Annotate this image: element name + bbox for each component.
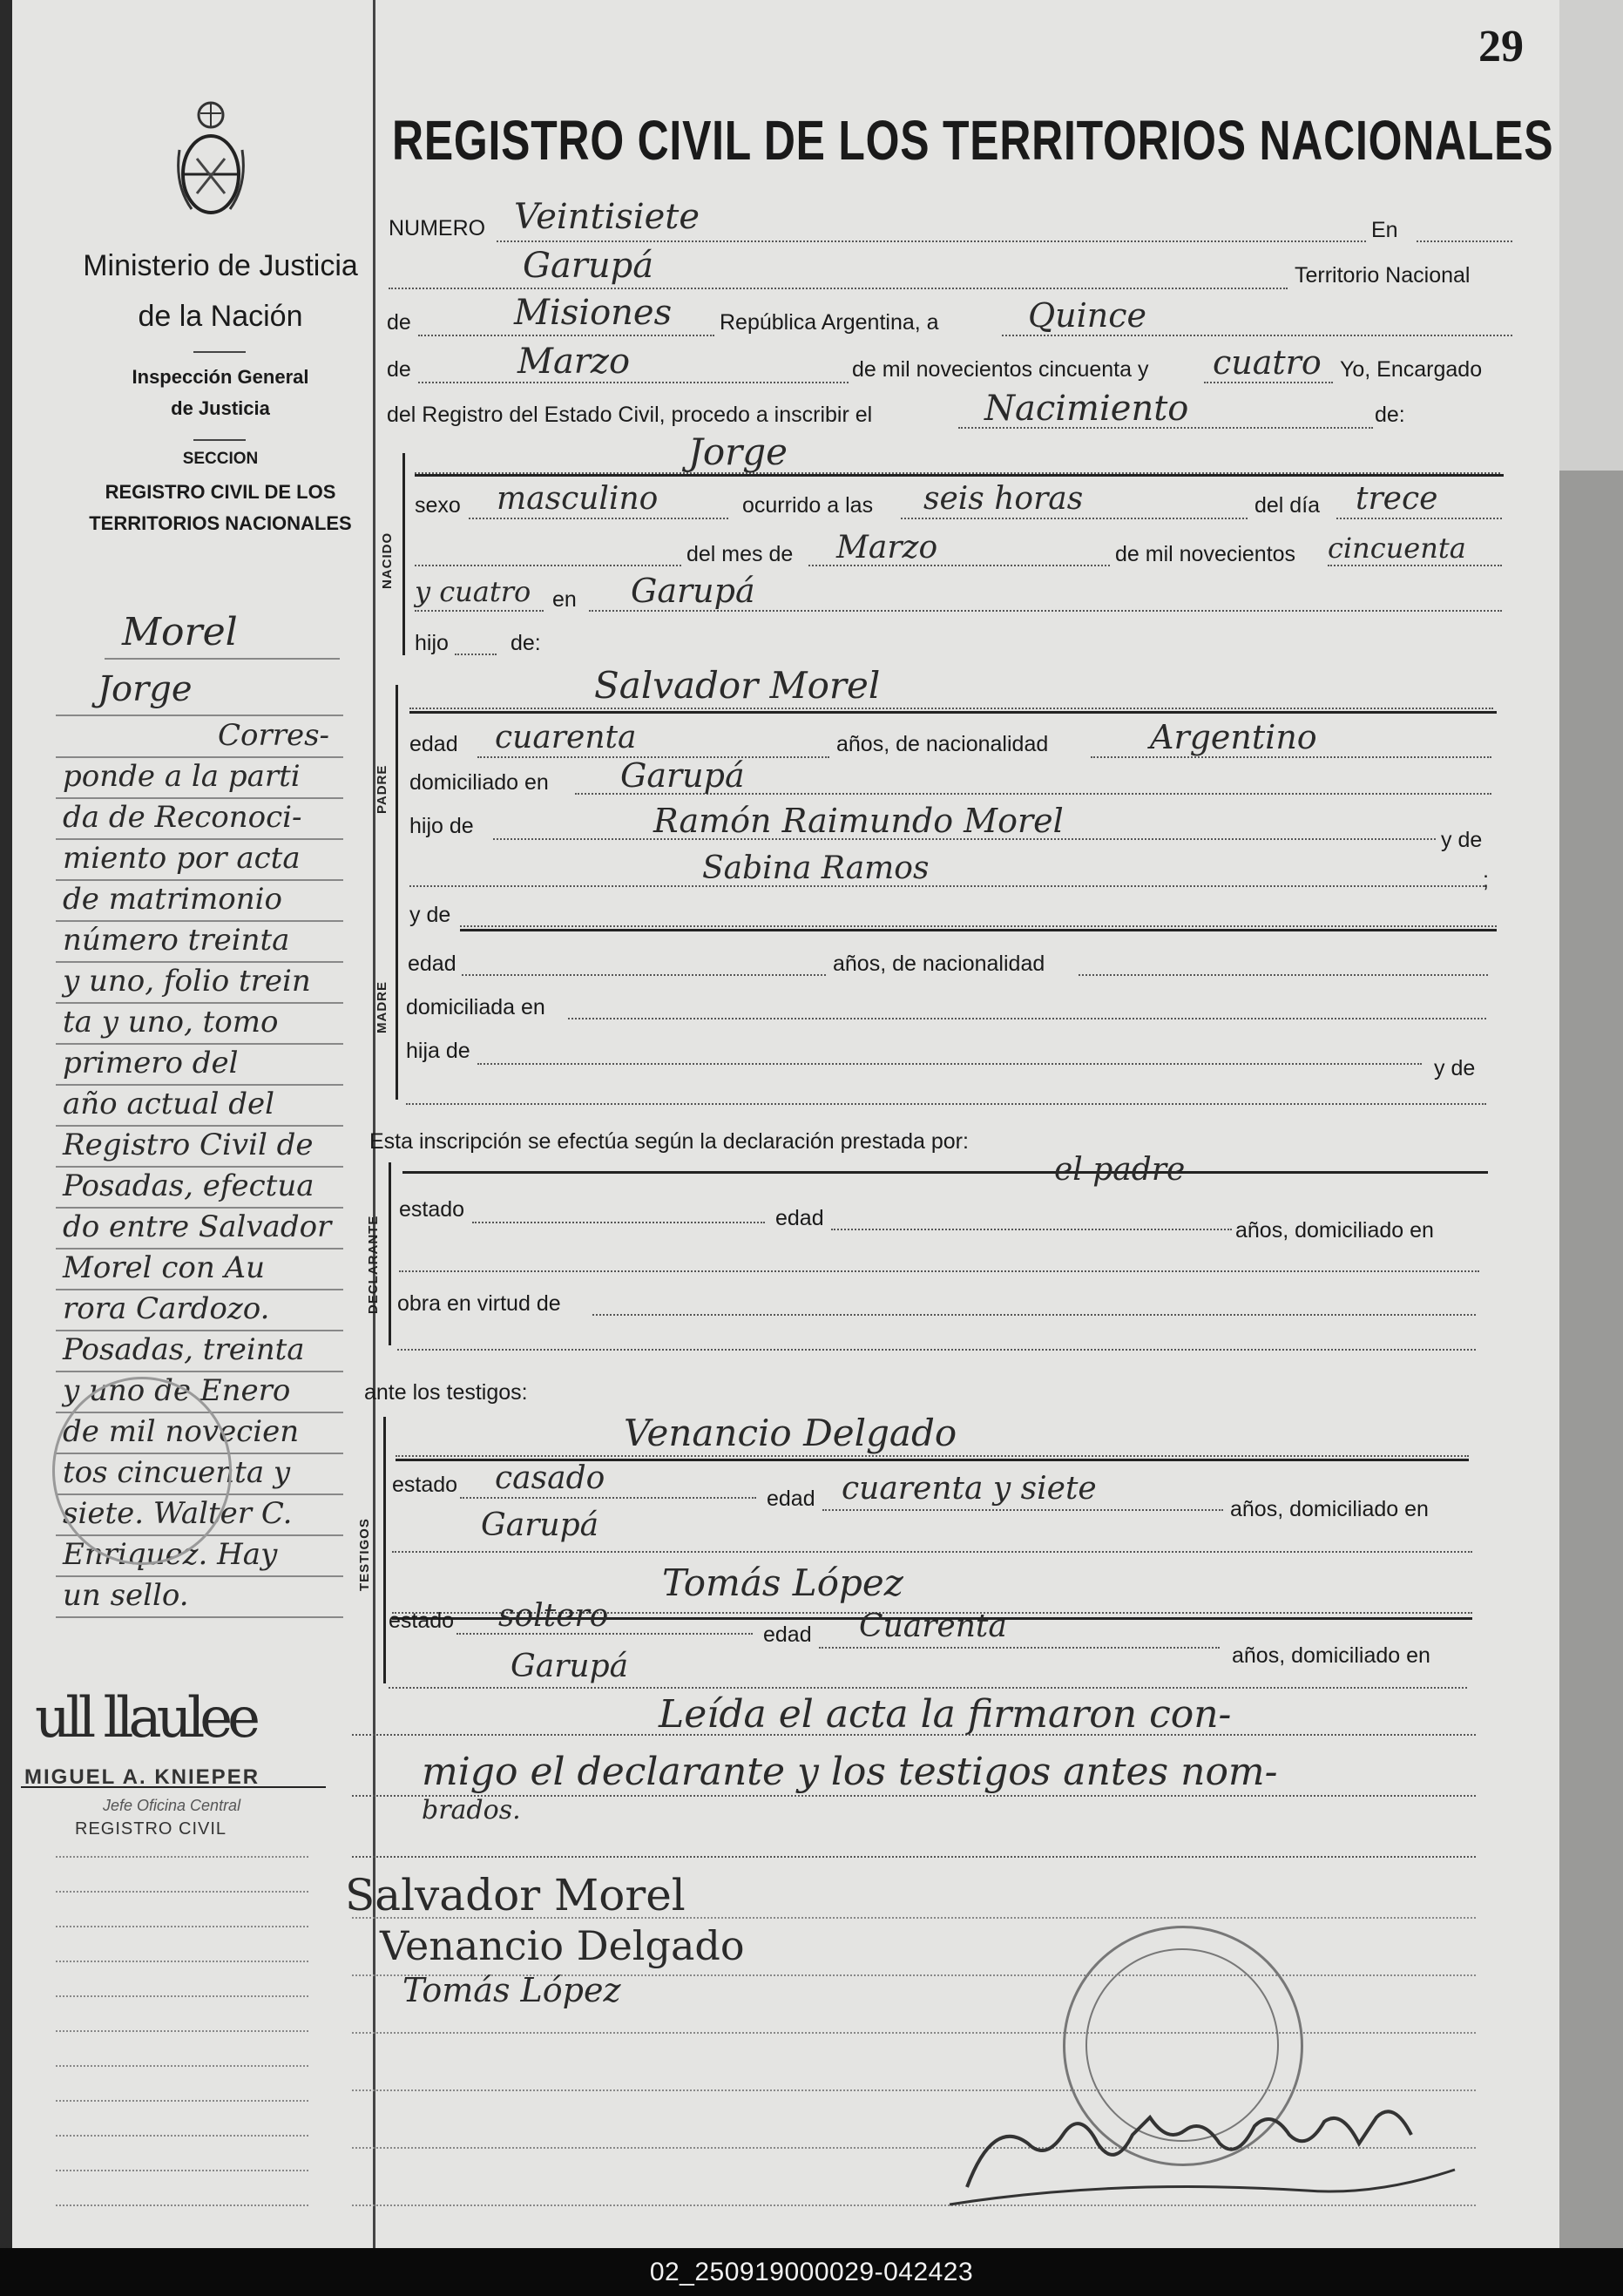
- hijo-field-line: [455, 654, 497, 655]
- padre-name-line: [409, 708, 1493, 709]
- margin-blank-rule: [56, 1856, 308, 1858]
- coat-of-arms-emblem: [174, 98, 247, 220]
- madre-domicilio-line: [568, 1018, 1486, 1019]
- declarante-estado-label: estado: [399, 1197, 465, 1222]
- margin-blank-rule: [56, 2135, 308, 2137]
- anio-value-1: cincuenta: [1328, 532, 1466, 565]
- place-field-line: [389, 288, 1288, 289]
- margin-note-rule: [56, 1166, 343, 1168]
- madre-hija-label: hija de: [406, 1039, 470, 1063]
- signature-3: Tomás López: [402, 1971, 621, 2009]
- margin-note-rule: [56, 1207, 343, 1209]
- dia-label: del día: [1254, 493, 1321, 518]
- nacido-bracket: [402, 453, 405, 655]
- margin-note-line: rora Cardozo.: [63, 1291, 270, 1326]
- margin-blank-rule: [56, 2205, 308, 2206]
- madre-name-line: [460, 925, 1497, 927]
- de3-label: de:: [1375, 403, 1405, 427]
- nacido-section-label: NACIDO: [380, 532, 395, 589]
- territorio-label: Territorio Nacional: [1295, 263, 1471, 288]
- numero-value: Veintisiete: [514, 197, 700, 237]
- margin-note-rule: [56, 1084, 343, 1086]
- lugar-field-line: [589, 610, 1502, 612]
- mil-nacido-label: de mil novecientos: [1115, 542, 1296, 566]
- anio-value-2: y cuatro: [415, 575, 531, 608]
- margin-note-rule: [56, 961, 343, 963]
- dia-value: trece: [1356, 481, 1438, 517]
- registro-label: del Registro del Estado Civil, procedo a inscribir el: [387, 403, 873, 427]
- padre-madre-line: [409, 885, 1484, 887]
- form-title: REGISTRO CIVIL DE LOS TERRITORIOS NACIONALES: [392, 109, 1554, 172]
- madre-edad-line: [462, 974, 826, 976]
- year-value: cuatro: [1213, 343, 1322, 382]
- page-number: 29: [1478, 22, 1524, 71]
- stamp-office: REGISTRO CIVIL: [75, 1819, 227, 1839]
- margin-note-rule: [56, 1616, 343, 1618]
- margin-note-line: de mil novecien: [63, 1414, 300, 1449]
- madre-yde-label: y de: [409, 903, 451, 927]
- t2-name: Tomás López: [662, 1561, 903, 1604]
- madre-nacionalidad-label: años, de nacionalidad: [833, 952, 1045, 976]
- main-blank-rule: [352, 2032, 1476, 2034]
- declarante-bracket: [389, 1162, 391, 1345]
- hora-field-line: [901, 518, 1248, 519]
- en-nacido-label: en: [552, 587, 577, 612]
- margin-note-line: año actual del: [63, 1087, 275, 1121]
- margin-blank-rule: [56, 2065, 308, 2067]
- margin-note-line: Corres-: [218, 718, 330, 753]
- margin-note-line: da de Reconoci-: [63, 800, 302, 835]
- padre-madre-value: Sabina Ramos: [702, 850, 930, 886]
- t1-estado-value: casado: [495, 1460, 605, 1496]
- margin-note-line: siete. Walter C.: [63, 1496, 293, 1531]
- year-field-line: [1204, 382, 1333, 383]
- page-edge-shadow: [1559, 471, 1623, 2248]
- padre-semicolon: ;: [1483, 868, 1489, 892]
- margin-blank-rule: [56, 2030, 308, 2032]
- t1-name: Venancio Delgado: [624, 1412, 957, 1454]
- hijo-label: hijo: [415, 631, 449, 655]
- declarante-section-label: DECLARANTE: [366, 1215, 381, 1314]
- madre-yde2-label: y de: [1434, 1056, 1476, 1080]
- t2-edad-value: Cuarenta: [859, 1609, 1007, 1644]
- padre-rule: [409, 711, 1497, 714]
- margin-note-line: tos cincuenta y: [63, 1455, 291, 1490]
- madre-hija-line: [477, 1063, 1422, 1065]
- padre-hijo-label: hijo de: [409, 814, 474, 838]
- padre-section-label: PADRE: [375, 764, 389, 814]
- sexo-field-line: [469, 518, 728, 519]
- margin-note-rule: [56, 1043, 343, 1045]
- closing-text-2: migo el declarante y los testigos antes nom-: [422, 1750, 1278, 1794]
- closing-text-1: Leída el acta la firmaron con-: [659, 1692, 1232, 1737]
- margin-note-line: ta y uno, tomo: [63, 1005, 279, 1040]
- declarante-obra-line: [592, 1314, 1476, 1316]
- t1-estado-label: estado: [392, 1473, 458, 1497]
- section-line-2: TERRITORIOS NACIONALES: [89, 512, 352, 534]
- t2-edad-label: edad: [763, 1622, 812, 1647]
- place-value: Garupá: [523, 246, 654, 286]
- margin-note-line: ponde a la parti: [63, 759, 301, 794]
- padre-nacionalidad-line: [1091, 756, 1491, 758]
- sidebar-seal: [52, 1377, 232, 1565]
- sidebar-rule-2: [193, 439, 246, 441]
- mes-value: Marzo: [836, 530, 938, 566]
- t1-edad-label: edad: [767, 1487, 815, 1511]
- declarante-rule: [402, 1171, 1488, 1174]
- yo-label: Yo, Encargado: [1340, 357, 1483, 382]
- mes-label: del mes de: [686, 542, 794, 566]
- padre-domicilio-label: domiciliado en: [409, 770, 549, 795]
- madre-rule: [460, 929, 1497, 931]
- margin-note-line: primero del: [63, 1046, 239, 1080]
- inspection-line-1: Inspección General: [132, 366, 309, 388]
- testigos-bracket: [383, 1417, 386, 1683]
- t1-edad-line: [822, 1509, 1223, 1511]
- margin-note-rule: [56, 1330, 343, 1331]
- declarante-value: el padre: [1054, 1152, 1186, 1188]
- t1-domicilio-label: años, domiciliado en: [1230, 1497, 1429, 1521]
- margin-note-line: Enriquez. Hay: [63, 1537, 278, 1572]
- margin-note-rule: [56, 1002, 343, 1004]
- margin-note-rule: [56, 1371, 343, 1372]
- month-field-line: [418, 382, 849, 383]
- margin-note-line: Morel con Au: [63, 1250, 266, 1285]
- act-value: Nacimiento: [984, 389, 1189, 429]
- territory-value: Misiones: [514, 293, 673, 333]
- margin-note-rule: [56, 756, 343, 758]
- t2-domicilio-line: [389, 1687, 1467, 1689]
- anio2-field-line: [415, 610, 544, 612]
- ocurrido-label: ocurrido a las: [742, 493, 874, 518]
- testigos-section-label: TESTIGOS: [357, 1518, 372, 1591]
- declaracion-label: Esta inscripción se efectúa según la declaración prestada por:: [369, 1129, 969, 1154]
- margin-note-line: un sello.: [63, 1578, 189, 1613]
- declarante-blank-line-2: [397, 1349, 1476, 1351]
- padre-name: Salvador Morel: [594, 664, 881, 707]
- stamp-rule: [21, 1786, 326, 1788]
- hijo-de-label: de:: [511, 631, 541, 655]
- margin-blank-rule: [56, 1961, 308, 1962]
- margin-surname: Morel: [122, 610, 238, 654]
- declarante-obra-label: obra en virtud de: [397, 1291, 561, 1316]
- margin-note-line: y uno, folio trein: [63, 964, 311, 999]
- numero-field-line: [497, 240, 1366, 242]
- margin-note-rule: [56, 1289, 343, 1290]
- territory-field-line: [418, 335, 714, 336]
- t2-estado-value: soltero: [498, 1598, 609, 1634]
- margin-note-rule: [56, 838, 343, 840]
- madre-blank-line: [406, 1103, 1486, 1105]
- padre-edad-label: edad: [409, 732, 458, 756]
- margin-note-line: Posadas, treinta: [63, 1332, 305, 1367]
- t1-domicilio-value: Garupá: [481, 1507, 599, 1543]
- de2-label: de: [387, 357, 411, 382]
- stamp-name: MIGUEL A. KNIEPER: [24, 1765, 260, 1789]
- margin-note-rule: [56, 920, 343, 922]
- padre-bracket: [396, 685, 398, 908]
- stamp-role: Jefe Oficina Central: [103, 1797, 241, 1814]
- paper-sheet: [10, 0, 1612, 2248]
- inspection-line-2: de Justicia: [171, 397, 270, 419]
- republica-label: República Argentina, a: [720, 310, 939, 335]
- margin-note-rule: [56, 879, 343, 881]
- signature-1: Salvador Morel: [345, 1870, 686, 1920]
- month-value: Marzo: [517, 342, 631, 382]
- sidebar-rule: [193, 351, 246, 353]
- closing-line: [352, 1856, 1476, 1858]
- anio-field-line: [1328, 565, 1502, 566]
- hora-value: seis horas: [923, 481, 1084, 517]
- book-spine: [0, 0, 12, 2248]
- signature-2: Venancio Delgado: [380, 1922, 745, 1969]
- numero-label: NUMERO: [389, 216, 486, 240]
- day-field-line: [1002, 335, 1512, 336]
- t2-domicilio-label: años, domiciliado en: [1232, 1643, 1430, 1668]
- padre-yde-label: y de: [1441, 828, 1483, 852]
- nacido-rule: [415, 474, 1504, 477]
- page-edge: [1559, 0, 1623, 471]
- t1-name-line: [396, 1455, 1469, 1457]
- en-label: En: [1371, 218, 1398, 242]
- margin-note-line: y uno de Enero: [63, 1373, 291, 1408]
- ministry-line-1: Ministerio de Justicia: [83, 249, 358, 282]
- madre-bracket: [396, 906, 398, 1100]
- margin-note-line: do entre Salvador: [63, 1209, 332, 1244]
- dia-field-line: [1336, 518, 1502, 519]
- margin-blank-rule: [56, 2170, 308, 2171]
- margin-given-name: Jorge: [98, 669, 193, 709]
- t1-estado-line: [460, 1497, 756, 1499]
- margin-note-line: Posadas, efectua: [63, 1168, 314, 1203]
- t1-domicilio-line: [392, 1551, 1472, 1553]
- margin-note-line: número treinta: [63, 923, 290, 958]
- padre-padre-value: Ramón Raimundo Morel: [653, 802, 1064, 840]
- margin-line: [105, 658, 340, 660]
- lugar-value: Garupá: [631, 572, 755, 610]
- margin-blank-rule: [56, 1926, 308, 1927]
- margin-note-line: miento por acta: [63, 841, 301, 876]
- margin-blank-rule: [56, 1995, 308, 1997]
- padre-nacionalidad-label: años, de nacionalidad: [836, 732, 1049, 756]
- nacido-blank-line: [415, 565, 681, 566]
- madre-section-label: MADRE: [375, 981, 389, 1033]
- de-label: de: [387, 310, 411, 335]
- t1-edad-value: cuarenta y siete: [842, 1471, 1097, 1507]
- t2-estado-label: estado: [389, 1609, 455, 1633]
- declarante-edad-label: edad: [775, 1206, 824, 1230]
- officer-signature: [941, 2083, 1464, 2213]
- image-id-bar: [0, 2248, 1623, 2296]
- closing-text-3: brados.: [422, 1795, 521, 1825]
- day-value: Quince: [1028, 296, 1147, 335]
- declarante-edad-line: [831, 1229, 1232, 1230]
- margin-note-rule: [56, 797, 343, 799]
- padre-edad-value: cuarenta: [495, 720, 637, 755]
- sexo-label: sexo: [415, 493, 461, 518]
- section-label: SECCION: [182, 450, 259, 468]
- nacido-name: Jorge: [688, 430, 788, 473]
- mil-label: de mil novecientos cincuenta y: [852, 357, 1149, 382]
- margin-note-rule: [56, 1575, 343, 1577]
- en-field-line: [1417, 240, 1512, 242]
- declarante-domicilio-label: años, domiciliado en: [1235, 1218, 1434, 1243]
- margin-blank-rule: [56, 1891, 308, 1893]
- image-id-label: 02_250919000029-042423: [649, 2258, 974, 2286]
- margin-note-rule: [56, 1248, 343, 1250]
- sidebar-signature: ull llaulee: [35, 1686, 256, 1751]
- declarante-estado-line: [472, 1222, 765, 1223]
- ministry-line-2: de la Nación: [138, 300, 303, 333]
- declarante-blank-line: [399, 1270, 1479, 1272]
- margin-line: [56, 715, 343, 716]
- margin-note-line: de matrimonio: [63, 882, 282, 917]
- t2-domicilio-value: Garupá: [511, 1649, 629, 1684]
- margin-note-rule: [56, 1125, 343, 1127]
- margin-blank-rule: [56, 2100, 308, 2102]
- sexo-value: masculino: [497, 481, 659, 517]
- madre-domicilio-label: domiciliada en: [406, 995, 545, 1019]
- padre-domicilio-value: Garupá: [620, 756, 745, 795]
- padre-nacionalidad-value: Argentino: [1150, 718, 1317, 756]
- margin-note-line: Registro Civil de: [63, 1128, 314, 1162]
- madre-edad-label: edad: [408, 952, 456, 976]
- testigos-label: ante los testigos:: [364, 1380, 528, 1405]
- madre-nacionalidad-line: [1079, 974, 1488, 976]
- section-line-1: REGISTRO CIVIL DE LOS: [105, 481, 336, 503]
- t2-edad-line: [819, 1647, 1220, 1649]
